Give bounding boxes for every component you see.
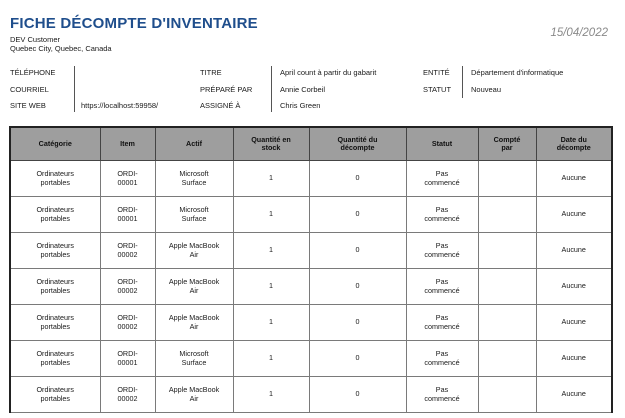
table-row — [11, 233, 611, 269]
entity-label: ENTITÉ — [423, 68, 450, 77]
cell-item: ORDI- 00001 — [100, 161, 155, 197]
cell-item: ORDI- 00001 — [100, 197, 155, 233]
column-header-counted-by: Compté par — [478, 128, 536, 161]
page-title: FICHE DÉCOMPTE D'INVENTAIRE — [10, 15, 258, 32]
cell-asset: Microsoft Surface — [155, 161, 233, 197]
cell-count-quantity: 0 — [309, 233, 406, 269]
column-header-count-quantity: Quantité du décompte — [309, 128, 406, 161]
cell-count-date: Aucune — [536, 377, 611, 413]
assigned-to-label: ASSIGNÉ À — [200, 101, 241, 110]
status-label: STATUT — [423, 85, 452, 94]
cell-status: Pas commencé — [406, 233, 478, 269]
cell-status: Pas commencé — [406, 197, 478, 233]
cell-count-date: Aucune — [536, 341, 611, 377]
meta-divider — [462, 66, 463, 98]
cell-category: Ordinateurs portables — [11, 233, 100, 269]
cell-stock-quantity: 1 — [233, 341, 309, 377]
column-header-count-date: Date du décompte — [536, 128, 611, 161]
cell-category: Ordinateurs portables — [11, 269, 100, 305]
cell-item: ORDI- 00002 — [100, 305, 155, 341]
contact-divider — [74, 66, 75, 112]
cell-count-date: Aucune — [536, 269, 611, 305]
entity-value: Département d'informatique — [471, 68, 564, 77]
cell-stock-quantity: 1 — [233, 305, 309, 341]
table-row — [11, 377, 611, 413]
cell-count-quantity: 0 — [309, 197, 406, 233]
cell-asset: Microsoft Surface — [155, 341, 233, 377]
column-header-asset: Actif — [155, 128, 233, 161]
prepared-by-value: Annie Corbeil — [280, 85, 326, 94]
phone-label: TÉLÉPHONE — [10, 68, 56, 77]
cell-item: ORDI- 00002 — [100, 269, 155, 305]
cell-status: Pas commencé — [406, 341, 478, 377]
cell-count-quantity: 0 — [309, 305, 406, 341]
prepared-by-label: PRÉPARÉ PAR — [200, 85, 253, 94]
column-header-category: Catégorie — [11, 128, 100, 161]
cell-item: ORDI- 00001 — [100, 341, 155, 377]
cell-counted-by — [478, 305, 536, 341]
customer-block — [10, 35, 112, 53]
table-row — [11, 341, 611, 377]
cell-count-quantity: 0 — [309, 377, 406, 413]
cell-count-quantity: 0 — [309, 341, 406, 377]
cell-status: Pas commencé — [406, 269, 478, 305]
cell-stock-quantity: 1 — [233, 161, 309, 197]
column-header-status: Statut — [406, 128, 478, 161]
cell-status: Pas commencé — [406, 161, 478, 197]
cell-asset: Apple MacBook Air — [155, 269, 233, 305]
cell-count-date: Aucune — [536, 161, 611, 197]
cell-counted-by — [478, 269, 536, 305]
email-label: COURRIEL — [10, 85, 49, 94]
cell-stock-quantity: 1 — [233, 269, 309, 305]
cell-stock-quantity: 1 — [233, 197, 309, 233]
status-value: Nouveau — [471, 85, 502, 94]
cell-status: Pas commencé — [406, 377, 478, 413]
inventory-table — [11, 128, 611, 413]
cell-category: Ordinateurs portables — [11, 197, 100, 233]
cell-asset: Apple MacBook Air — [155, 233, 233, 269]
cell-count-quantity: 0 — [309, 161, 406, 197]
cell-count-date: Aucune — [536, 197, 611, 233]
assigned-to-value: Chris Green — [280, 101, 321, 110]
cell-counted-by — [478, 197, 536, 233]
table-row — [11, 269, 611, 305]
cell-asset: Apple MacBook Air — [155, 377, 233, 413]
document-date: 15/04/2022 — [550, 27, 608, 39]
cell-category: Ordinateurs portables — [11, 161, 100, 197]
cell-item: ORDI- 00002 — [100, 233, 155, 269]
cell-asset: Microsoft Surface — [155, 197, 233, 233]
cell-count-quantity: 0 — [309, 269, 406, 305]
cell-category: Ordinateurs portables — [11, 377, 100, 413]
table-row — [11, 161, 611, 197]
website-value[interactable]: https://localhost:59958/ — [81, 101, 159, 110]
title-label: TITRE — [200, 68, 222, 77]
cell-counted-by — [478, 161, 536, 197]
details-divider — [271, 66, 272, 112]
cell-asset: Apple MacBook Air — [155, 305, 233, 341]
cell-stock-quantity: 1 — [233, 233, 309, 269]
column-header-stock-quantity: Quantité en stock — [233, 128, 309, 161]
cell-count-date: Aucune — [536, 233, 611, 269]
table-row — [11, 305, 611, 341]
table-row — [11, 197, 611, 233]
column-header-item: Item — [100, 128, 155, 161]
inventory-table-container — [9, 126, 613, 413]
cell-counted-by — [478, 341, 536, 377]
cell-category: Ordinateurs portables — [11, 305, 100, 341]
cell-category: Ordinateurs portables — [11, 341, 100, 377]
customer-location: Quebec City, Quebec, Canada — [10, 44, 112, 53]
customer-name: DEV Customer — [10, 35, 61, 44]
cell-counted-by — [478, 233, 536, 269]
cell-status: Pas commencé — [406, 305, 478, 341]
cell-counted-by — [478, 377, 536, 413]
cell-count-date: Aucune — [536, 305, 611, 341]
table-header-row — [11, 128, 611, 161]
title-value: April count à partir du gabarit — [280, 68, 377, 77]
website-label: SITE WEB — [10, 101, 46, 110]
cell-item: ORDI- 00002 — [100, 377, 155, 413]
cell-stock-quantity: 1 — [233, 377, 309, 413]
